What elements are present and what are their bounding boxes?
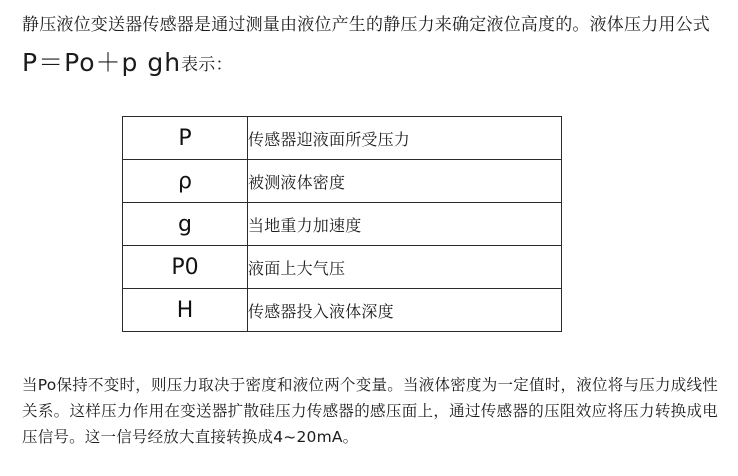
table-row	[123, 160, 562, 203]
intro-paragraph	[22, 6, 722, 84]
table-row	[123, 203, 562, 246]
pressure-formula: P＝Po＋p gh	[22, 48, 182, 77]
symbol-cell: ρ	[123, 160, 248, 203]
symbol-definition-table	[122, 116, 562, 332]
table-row	[123, 246, 562, 289]
closing-paragraph: 当Po保持不变时，则压力取决于密度和液位两个变量。当液体密度为一定值时，液位将与压力成线性关系。这样压力作用在变送器扩散硅压力传感器的感压面上，通过传感器的压阻效应将压力转换成电压信号。这一信号经放大直接转换成4~20mA。	[22, 376, 718, 446]
table-row	[123, 289, 562, 332]
description-cell: 当地重力加速度	[248, 203, 562, 246]
symbol-cell: P	[123, 117, 248, 160]
table-row	[123, 117, 562, 160]
symbol-definition-table-wrapper	[122, 116, 562, 332]
description-cell: 传感器投入液体深度	[248, 289, 562, 332]
intro-text-before: 静压液位变送器传感器是通过测量由液位产生的静压力来确定液位高度的。液体压力用公式	[22, 15, 710, 35]
description-cell: 被测液体密度	[248, 160, 562, 203]
symbol-cell: P0	[123, 246, 248, 289]
symbol-cell: g	[123, 203, 248, 246]
closing-paragraph-block	[22, 372, 718, 450]
description-cell: 液面上大气压	[248, 246, 562, 289]
symbol-cell: H	[123, 289, 248, 332]
intro-text-after: 表示：	[181, 55, 233, 75]
description-cell: 传感器迎液面所受压力	[248, 117, 562, 160]
